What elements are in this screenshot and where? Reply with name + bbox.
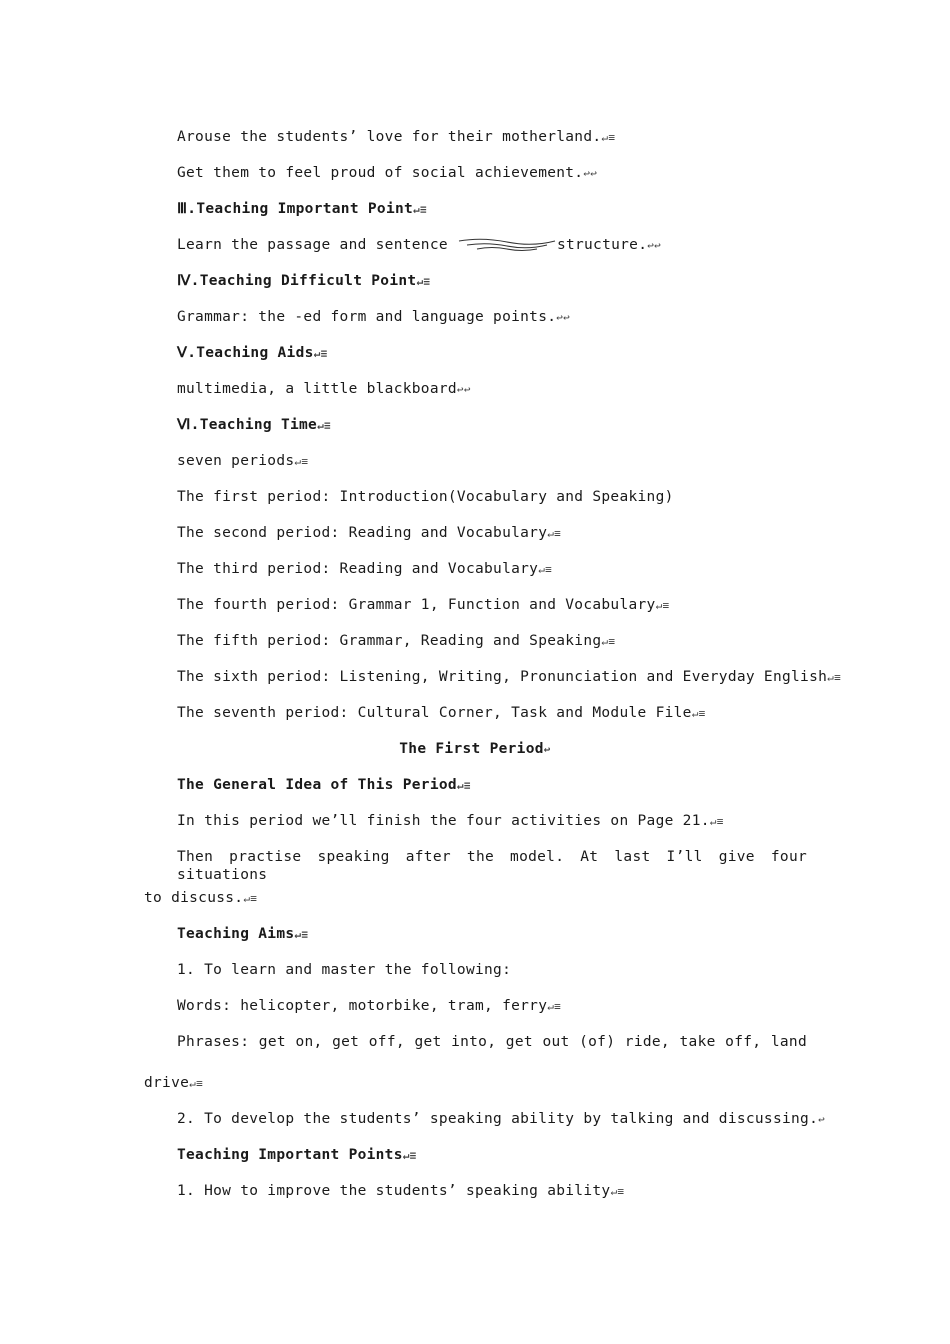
text-line: Words: helicopter, motorbike, tram, ferry↵≡ [177,998,562,1014]
section-heading: Ⅳ.Teaching Difficult Point↵≡ [177,273,431,289]
text-line: 2. To develop the students’ speaking ability by talking and discussing.↩ [177,1111,826,1127]
text-line: seven periods↵≡ [177,453,309,469]
text-line: The seventh period: Cultural Corner, Task and Module File↵≡ [177,705,706,721]
text-line: The first period: Introduction(Vocabulary and Speaking) [177,489,674,505]
text-line: The sixth period: Listening, Writing, Pronunciation and Everyday English↵≡ [177,669,841,685]
period-title: The First Period↩ [399,741,551,757]
text-line: In this period we’ll finish the four activities on Page 21.↵≡ [177,813,724,829]
text-line: 1. To learn and master the following: [177,962,512,978]
text-line: The fifth period: Grammar, Reading and Speaking↵≡ [177,633,616,649]
text-line: The second period: Reading and Vocabulary↵≡ [177,525,562,541]
section-heading: Ⅵ.Teaching Time↵≡ [177,417,331,433]
text-line: Arouse the students’ love for their motherland.↵≡ [177,129,616,145]
text-line: Learn the passage and sentence structure.↩↩ [177,237,662,253]
section-heading: The General Idea of This Period↵≡ [177,777,471,793]
text-line: The fourth period: Grammar 1, Function and Vocabulary↵≡ [177,597,670,613]
text-line: multimedia, a little blackboard↩↩ [177,381,471,397]
text-line: 1. How to improve the students’ speaking ability↵≡ [177,1183,625,1199]
text-line: The third period: Reading and Vocabulary↵≡ [177,561,553,577]
text-line: Grammar: the -ed form and language points.↩↩ [177,309,571,325]
text-line: to discuss.↵≡ [144,890,258,906]
section-heading: Teaching Important Points↵≡ [177,1147,417,1163]
section-heading: Ⅴ.Teaching Aids↵≡ [177,345,328,361]
text-line: drive↵≡ [144,1075,204,1091]
text-line: Then practise speaking after the model. At last I’ll give four situations [177,849,807,883]
text-line: Get them to feel proud of social achievement.↩↩ [177,165,598,181]
text-line: Phrases: get on, get off, get into, get out (of) ride, take off, land [177,1034,807,1050]
wavy-line-icon [457,238,557,252]
section-heading: Teaching Aims↵≡ [177,926,309,942]
section-heading: Ⅲ.Teaching Important Point↵≡ [177,201,427,217]
